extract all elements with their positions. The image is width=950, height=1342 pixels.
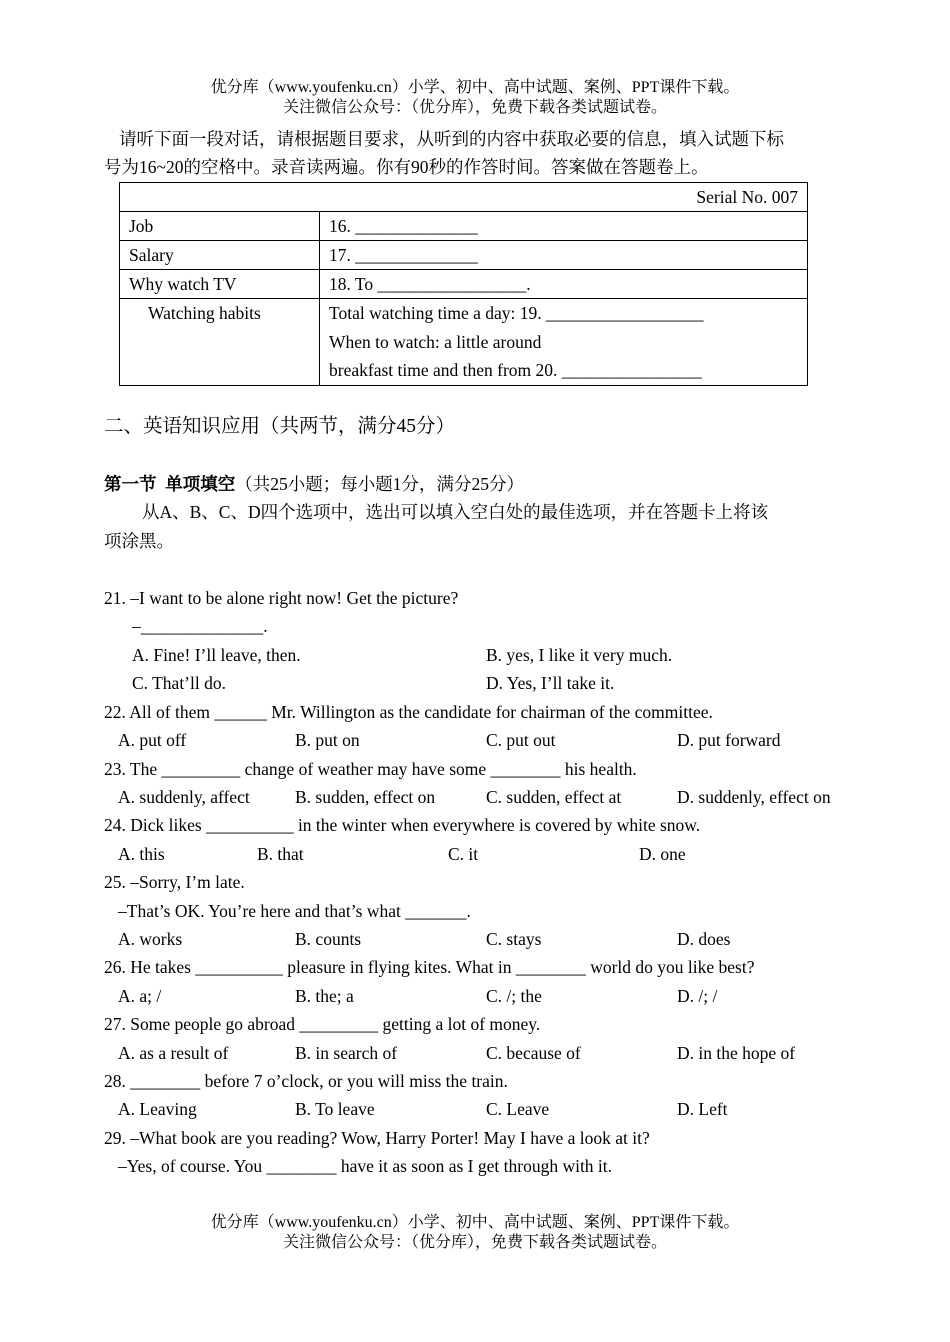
instruction-line-1: 从A、B、C、D四个选项中，选出可以填入空白处的最佳选项，并在答题卡上将该 — [142, 502, 769, 522]
option: A. Leaving — [118, 1099, 197, 1119]
question-reply: –Yes, of course. You ________ have it as soon as I get through with it. — [118, 1156, 613, 1176]
option: D. Yes, I’ll take it. — [486, 673, 615, 693]
row-label: Why watch TV — [120, 270, 320, 299]
table-row — [120, 241, 808, 270]
question-stem: 28. ________ before 7 o’clock, or you will miss the train. — [104, 1071, 508, 1091]
table-row — [120, 212, 808, 241]
option: C. /; the — [486, 986, 542, 1006]
option: A. works — [118, 929, 183, 949]
option: D. suddenly, effect on — [677, 787, 831, 807]
question-reply: –That’s OK. You’re here and that’s what _______. — [118, 901, 471, 921]
row-value: 16. ______________ — [320, 212, 808, 241]
option: C. it — [448, 844, 479, 864]
instruction-line-2: 项涂黑。 — [104, 531, 174, 551]
listening-info-table — [119, 182, 808, 386]
option: A. put off — [118, 730, 187, 750]
question-stem: 21. –I want to be alone right now! Get the picture? — [104, 588, 459, 608]
intro-line-2: 号为16~20的空格中。录音读两遍。你有90秒的作答时间。答案做在答题卷上。 — [104, 157, 709, 177]
section-title: 二、英语知识应用（共两节，满分45分） — [104, 416, 456, 437]
option: B. To leave — [295, 1099, 375, 1119]
row-label: Salary — [120, 241, 320, 270]
option: C. put out — [486, 730, 556, 750]
header-line-2: 关注微信公众号：（优分库），免费下载各类试题试卷。 — [282, 99, 667, 116]
footer-line-2: 关注微信公众号：（优分库），免费下载各类试题试卷。 — [282, 1234, 667, 1251]
question-reply: –______________. — [132, 616, 268, 636]
table-row — [120, 270, 808, 299]
question-stem: 27. Some people go abroad _________ getting a lot of money. — [104, 1014, 541, 1034]
option: C. That’ll do. — [132, 673, 226, 693]
row-value: 17. ______________ — [320, 241, 808, 270]
habits-line: When to watch: a little around — [329, 331, 542, 352]
option: C. because of — [486, 1043, 581, 1063]
option: D. in the hope of — [677, 1043, 796, 1063]
intro-line-1: 请听下面一段对话，请根据题目要求，从听到的内容中获取必要的信息，填入试题下标 — [119, 129, 784, 149]
question-stem: 22. All of them ______ Mr. Willington as the candidate for chairman of the committee. — [104, 702, 713, 722]
option: C. Leave — [486, 1099, 550, 1119]
option: D. put forward — [677, 730, 781, 750]
option: A. as a result of — [118, 1043, 229, 1063]
option: A. Fine! I’ll leave, then. — [132, 645, 301, 665]
option: B. that — [257, 844, 304, 864]
question-stem: 23. The _________ change of weather may have some ________ his health. — [104, 759, 637, 779]
option: B. counts — [295, 929, 362, 949]
footer-line-1: 优分库（www.youfenku.cn）小学、初中、高中试题、案例、PPT课件下载。 — [210, 1214, 740, 1231]
serial-number: Serial No. 007 — [120, 183, 808, 212]
option: D. /; / — [677, 986, 718, 1006]
option: B. the; a — [295, 986, 354, 1006]
header-line-1: 优分库（www.youfenku.cn）小学、初中、高中试题、案例、PPT课件下载。 — [210, 79, 740, 96]
question-stem: 25. –Sorry, I’m late. — [104, 872, 245, 892]
option: D. does — [677, 929, 731, 949]
option: C. stays — [486, 929, 542, 949]
row-label: Watching habits — [120, 299, 320, 386]
option: A. suddenly, affect — [118, 787, 250, 807]
row-label: Job — [120, 212, 320, 241]
part-heading — [104, 473, 524, 495]
habits-line: Total watching time a day: 19. __________________ — [329, 303, 704, 323]
table-row — [120, 299, 808, 386]
habits-line: breakfast time and then from 20. ________________ — [329, 360, 702, 380]
row-value: 18. To _________________. — [320, 270, 808, 299]
option: B. put on — [295, 730, 360, 750]
option: D. one — [639, 844, 686, 864]
option: B. sudden, effect on — [295, 787, 436, 807]
option: B. in search of — [295, 1043, 398, 1063]
option: A. this — [118, 844, 165, 864]
option: C. sudden, effect at — [486, 787, 622, 807]
option: B. yes, I like it very much. — [486, 645, 673, 665]
option: D. Left — [677, 1099, 728, 1119]
question-stem: 24. Dick likes __________ in the winter when everywhere is covered by white snow. — [104, 815, 701, 835]
question-stem: 26. He takes __________ pleasure in flying kites. What in ________ world do you like best? — [104, 957, 755, 977]
part-note: （共25小题；每小题1分，满分25分） — [235, 474, 524, 494]
part-title: 第一节 单项填空 — [104, 474, 236, 494]
question-stem: 29. –What book are you reading? Wow, Harry Porter! May I have a look at it? — [104, 1128, 650, 1148]
row-value — [320, 299, 808, 386]
option: A. a; / — [118, 986, 162, 1006]
